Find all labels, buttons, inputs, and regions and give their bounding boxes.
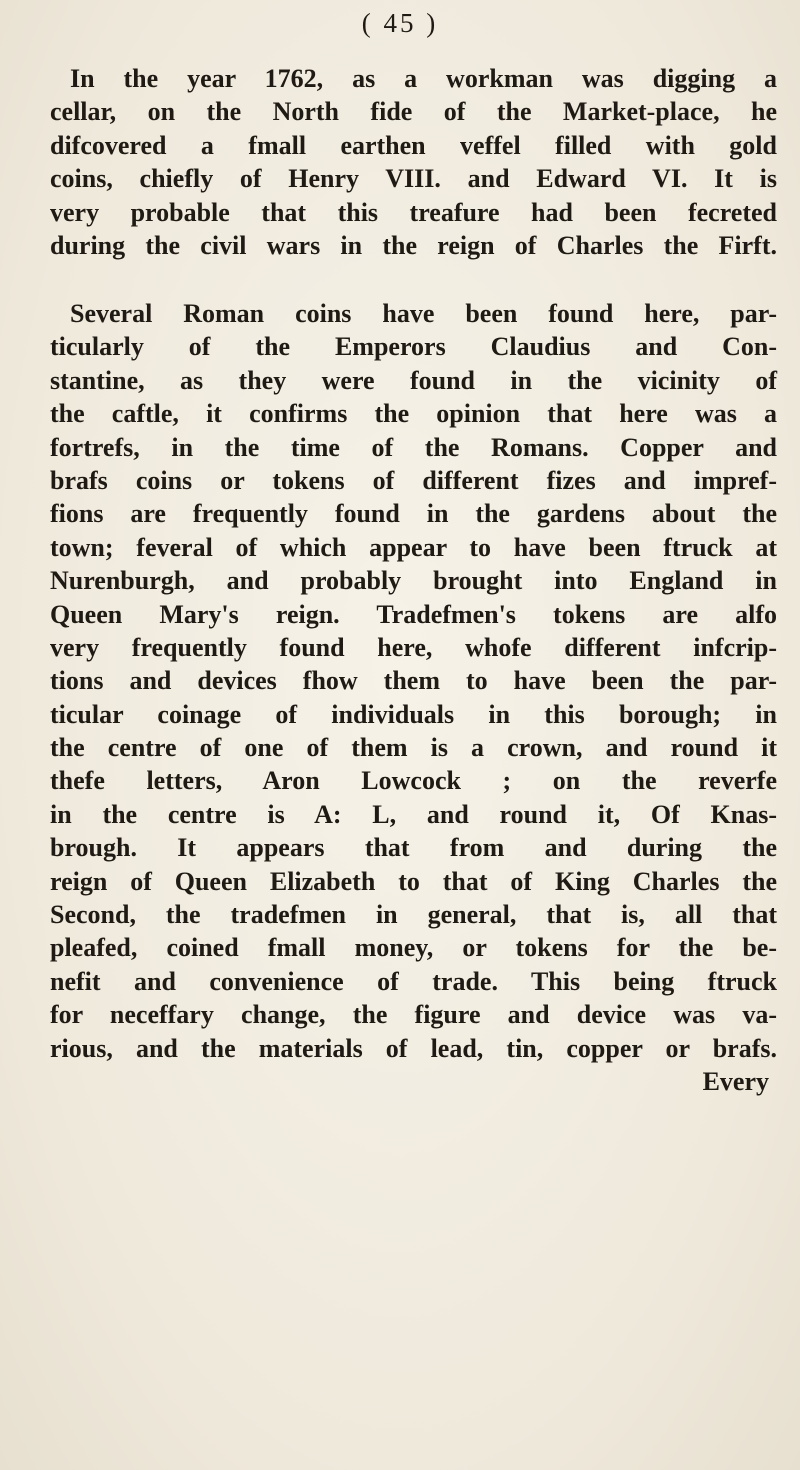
text-line: brafs coins or tokens of different fizes and impref- xyxy=(50,465,777,495)
text-line: very probable that this treafure had been fecreted xyxy=(50,197,777,227)
text-line: Several Roman coins have been found here, par- xyxy=(70,299,777,328)
text-line: nefit and convenience of trade. This being ftruck xyxy=(50,966,777,996)
text-line: fions are frequently found in the gardens about the xyxy=(50,499,777,529)
text-line: thefe letters, Aron Lowcock ; on the reverfe xyxy=(50,766,777,796)
text-line: during the civil wars in the reign of Charles the Firft. xyxy=(50,230,777,260)
text-line: town; feveral of which appear to have been ftruck at xyxy=(50,532,777,562)
text-line: the caftle, it confirms the opinion that here was a xyxy=(50,399,777,429)
text-line: brough. It appears that from and during the xyxy=(50,833,777,863)
page-number: ( 45 ) xyxy=(361,8,439,38)
text-line: rious, and the materials of lead, tin, copper or brafs. xyxy=(50,1033,777,1063)
catchword: Every xyxy=(702,1066,769,1096)
text-line: pleafed, coined fmall money, or tokens for the be- xyxy=(50,933,777,963)
text-line: Queen Mary's reign. Tradefmen's tokens are alfo xyxy=(50,599,777,629)
text-line: Second, the tradefmen in general, that is, all that xyxy=(50,900,777,930)
paragraph-1 xyxy=(50,62,777,262)
text-line: the centre of one of them is a crown, and round it xyxy=(50,733,777,763)
text-line: stantine, as they were found in the vicinity of xyxy=(50,365,777,395)
text-line: fortrefs, in the time of the Romans. Copper and xyxy=(50,432,777,462)
text-line: for neceffary change, the figure and device was va- xyxy=(50,1000,777,1030)
text-line: very frequently found here, whofe different infcrip- xyxy=(50,632,777,662)
text-line: ticular coinage of individuals in this borough; in xyxy=(50,699,777,729)
text-line: in the centre is A: L, and round it, Of Knas- xyxy=(50,799,777,829)
text-line: reign of Queen Elizabeth to that of King Charles the xyxy=(50,866,777,896)
text-line: ticularly of the Emperors Claudius and Con- xyxy=(50,332,777,362)
text-line: coins, chiefly of Henry VIII. and Edward VI. It is xyxy=(50,164,777,194)
text-line: tions and devices fhow them to have been the par- xyxy=(50,666,777,696)
text-line: difcovered a fmall earthen veffel filled with gold xyxy=(50,130,777,160)
text-line: Nurenburgh, and probably brought into England in xyxy=(50,566,777,596)
paragraph-2 xyxy=(50,297,777,1098)
text-line: cellar, on the North fide of the Market-place, he xyxy=(50,97,777,127)
text-line: In the year 1762, as a workman was digging a xyxy=(70,64,777,93)
